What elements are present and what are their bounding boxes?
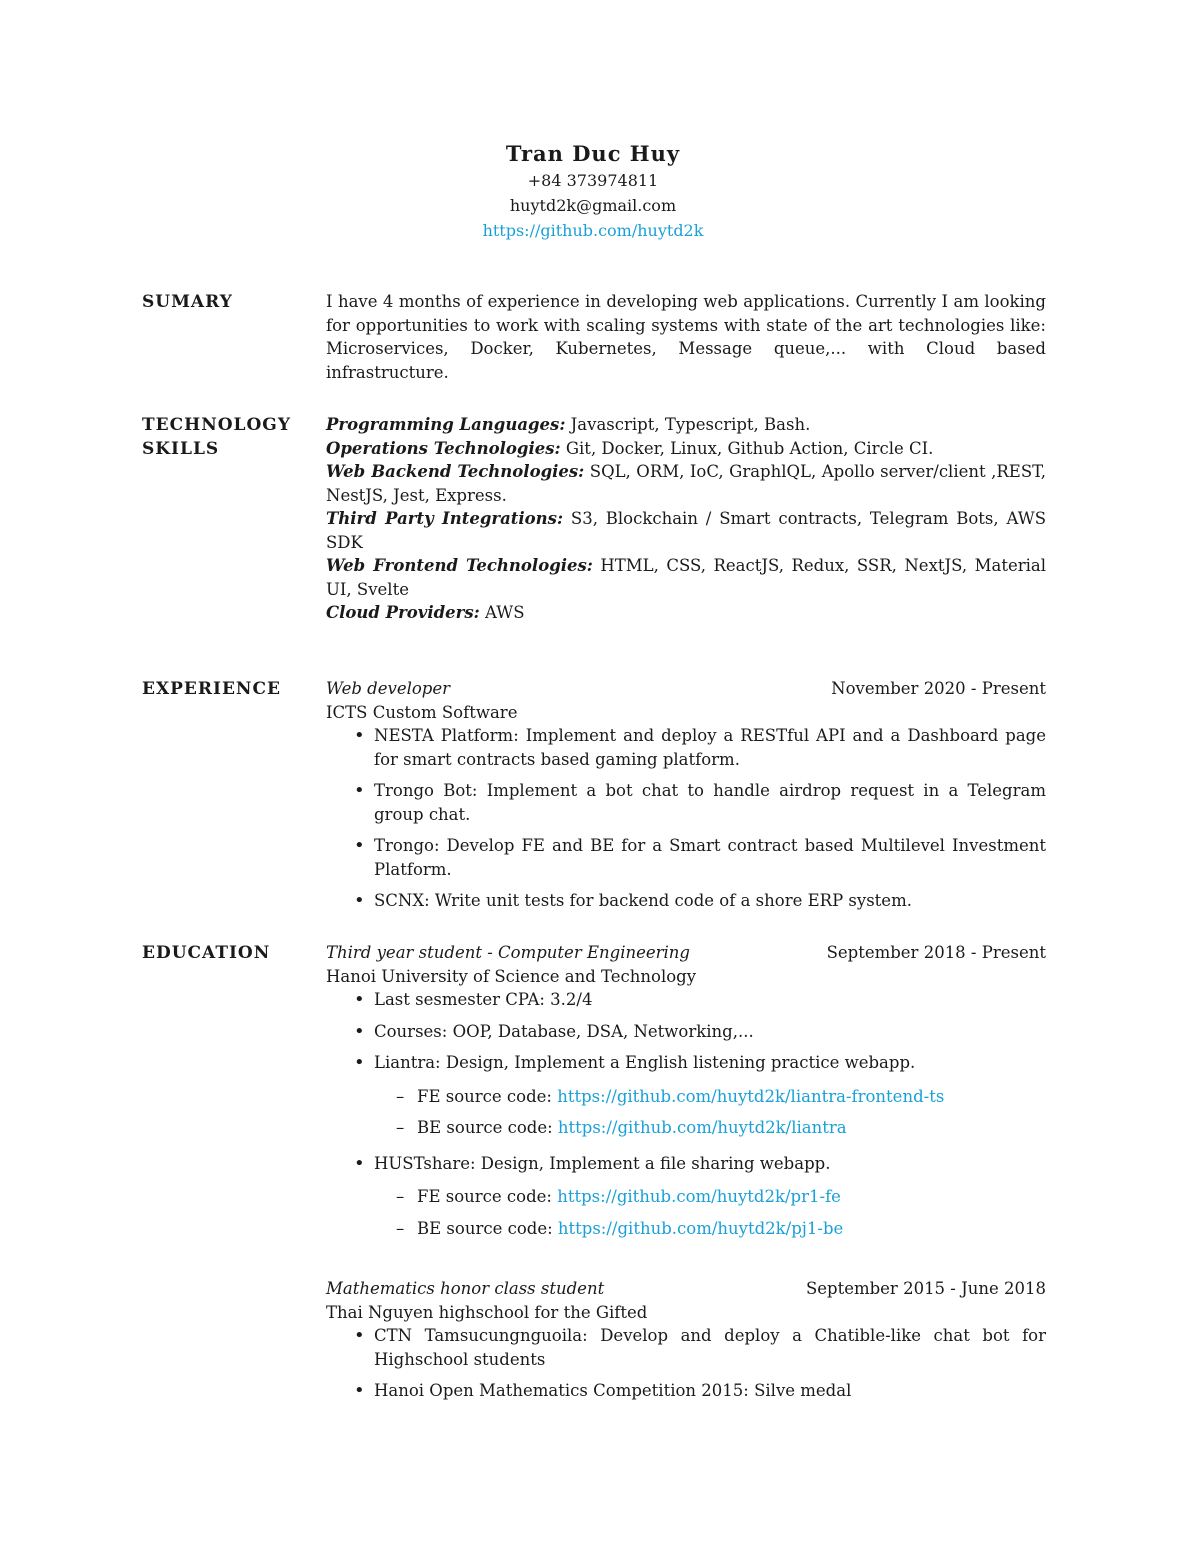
resume-header: [0, 140, 1186, 243]
job-dates: November 2020 - Present: [831, 679, 1046, 698]
company-name: ICTS Custom Software: [326, 702, 518, 722]
summary-label: SUMARY: [142, 292, 233, 312]
list-item: – FE source code: https://github.com/huytd2k/liantra-frontend-ts: [326, 1085, 1046, 1109]
list-item: • SCNX: Write unit tests for backend code of a shore ERP system.: [326, 889, 1046, 913]
education-label: EDUCATION: [142, 943, 271, 963]
hustshare-be-link[interactable]: https://github.com/huytd2k/pj1-be: [557, 1218, 844, 1238]
skill-line: Operations Technologies: Git, Docker, Linux, Github Action, Circle CI.: [326, 438, 934, 458]
list-item: • Hanoi Open Mathematics Competition 2015: Silve medal: [326, 1379, 1046, 1403]
list-item: – FE source code: https://github.com/huytd2k/pr1-fe: [326, 1185, 1046, 1209]
skill-line: Programming Languages: Javascript, Typescript, Bash.: [326, 415, 811, 434]
skill-line: Third Party Integrations: S3, Blockchain / Smart contracts, Telegram Bots, AWS SDK: [326, 509, 1046, 552]
liantra-be-link[interactable]: https://github.com/huytd2k/liantra: [557, 1118, 847, 1137]
education-title: Third year student - Computer Engineering: [326, 943, 690, 962]
school-name: Hanoi University of Science and Technology: [326, 966, 697, 986]
list-item: • HUSTshare: Design, Implement a file sharing webapp.: [326, 1152, 1046, 1176]
list-item: • Trongo Bot: Implement a bot chat to handle airdrop request in a Telegram group chat.: [326, 779, 1046, 826]
list-item: • Courses: OOP, Database, DSA, Networking,...: [326, 1020, 1046, 1044]
email-address: huytd2k@gmail.com: [509, 196, 677, 215]
list-item: • NESTA Platform: Implement and deploy a RESTful API and a Dashboard page for smart contracts based gaming platform.: [326, 724, 1046, 771]
skills-list: [326, 413, 1046, 625]
list-item: – BE source code: https://github.com/huytd2k/liantra: [326, 1116, 1046, 1140]
list-item: • Trongo: Develop FE and BE for a Smart contract based Multilevel Investment Platform.: [326, 834, 1046, 881]
skills-label: TECHNOLOGY SKILLS: [142, 415, 291, 459]
list-item: • CTN Tamsucungnguoila: Develop and deploy a Chatible-like chat bot for Highschool students: [326, 1324, 1046, 1371]
school-name: Thai Nguyen highschool for the Gifted: [326, 1302, 648, 1322]
github-link[interactable]: https://github.com/huytd2k: [482, 221, 704, 240]
list-item: • Last sesmester CPA: 3.2/4: [326, 988, 1046, 1012]
candidate-name: Tran Duc Huy: [505, 141, 681, 166]
skill-line: Web Backend Technologies: SQL, ORM, IoC, GraphlQL, Apollo server/client ,REST, NestJS, Jest, Express.: [326, 462, 1046, 505]
experience-label: EXPERIENCE: [142, 679, 281, 699]
skill-line: Cloud Providers: AWS: [326, 603, 525, 622]
job-title: Web developer: [326, 679, 451, 698]
hustshare-fe-link[interactable]: https://github.com/huytd2k/pr1-fe: [557, 1187, 841, 1206]
list-item: • Liantra: Design, Implement a English listening practice webapp.: [326, 1051, 1046, 1075]
summary-text: I have 4 months of experience in developing web applications. Currently I am looking for opportunities to work with scaling systems with state of the art technologies like: Microservices, Docker, Kubernetes, Message queue,... with Cloud based infrastructure.: [326, 292, 1046, 382]
liantra-fe-link[interactable]: https://github.com/huytd2k/liantra-frontend-ts: [557, 1086, 945, 1106]
experience-bullets: [326, 724, 1046, 913]
education-title: Mathematics honor class student: [326, 1279, 605, 1298]
education-dates: September 2015 - June 2018: [805, 1279, 1046, 1298]
phone-number: +84 373974811: [527, 171, 659, 190]
education-dates: September 2018 - Present: [826, 943, 1046, 962]
skill-line: Web Frontend Technologies: HTML, CSS, ReactJS, Redux, SSR, NextJS, Material UI, Svelte: [326, 556, 1046, 599]
list-item: – BE source code: https://github.com/huytd2k/pj1-be: [326, 1217, 1046, 1241]
